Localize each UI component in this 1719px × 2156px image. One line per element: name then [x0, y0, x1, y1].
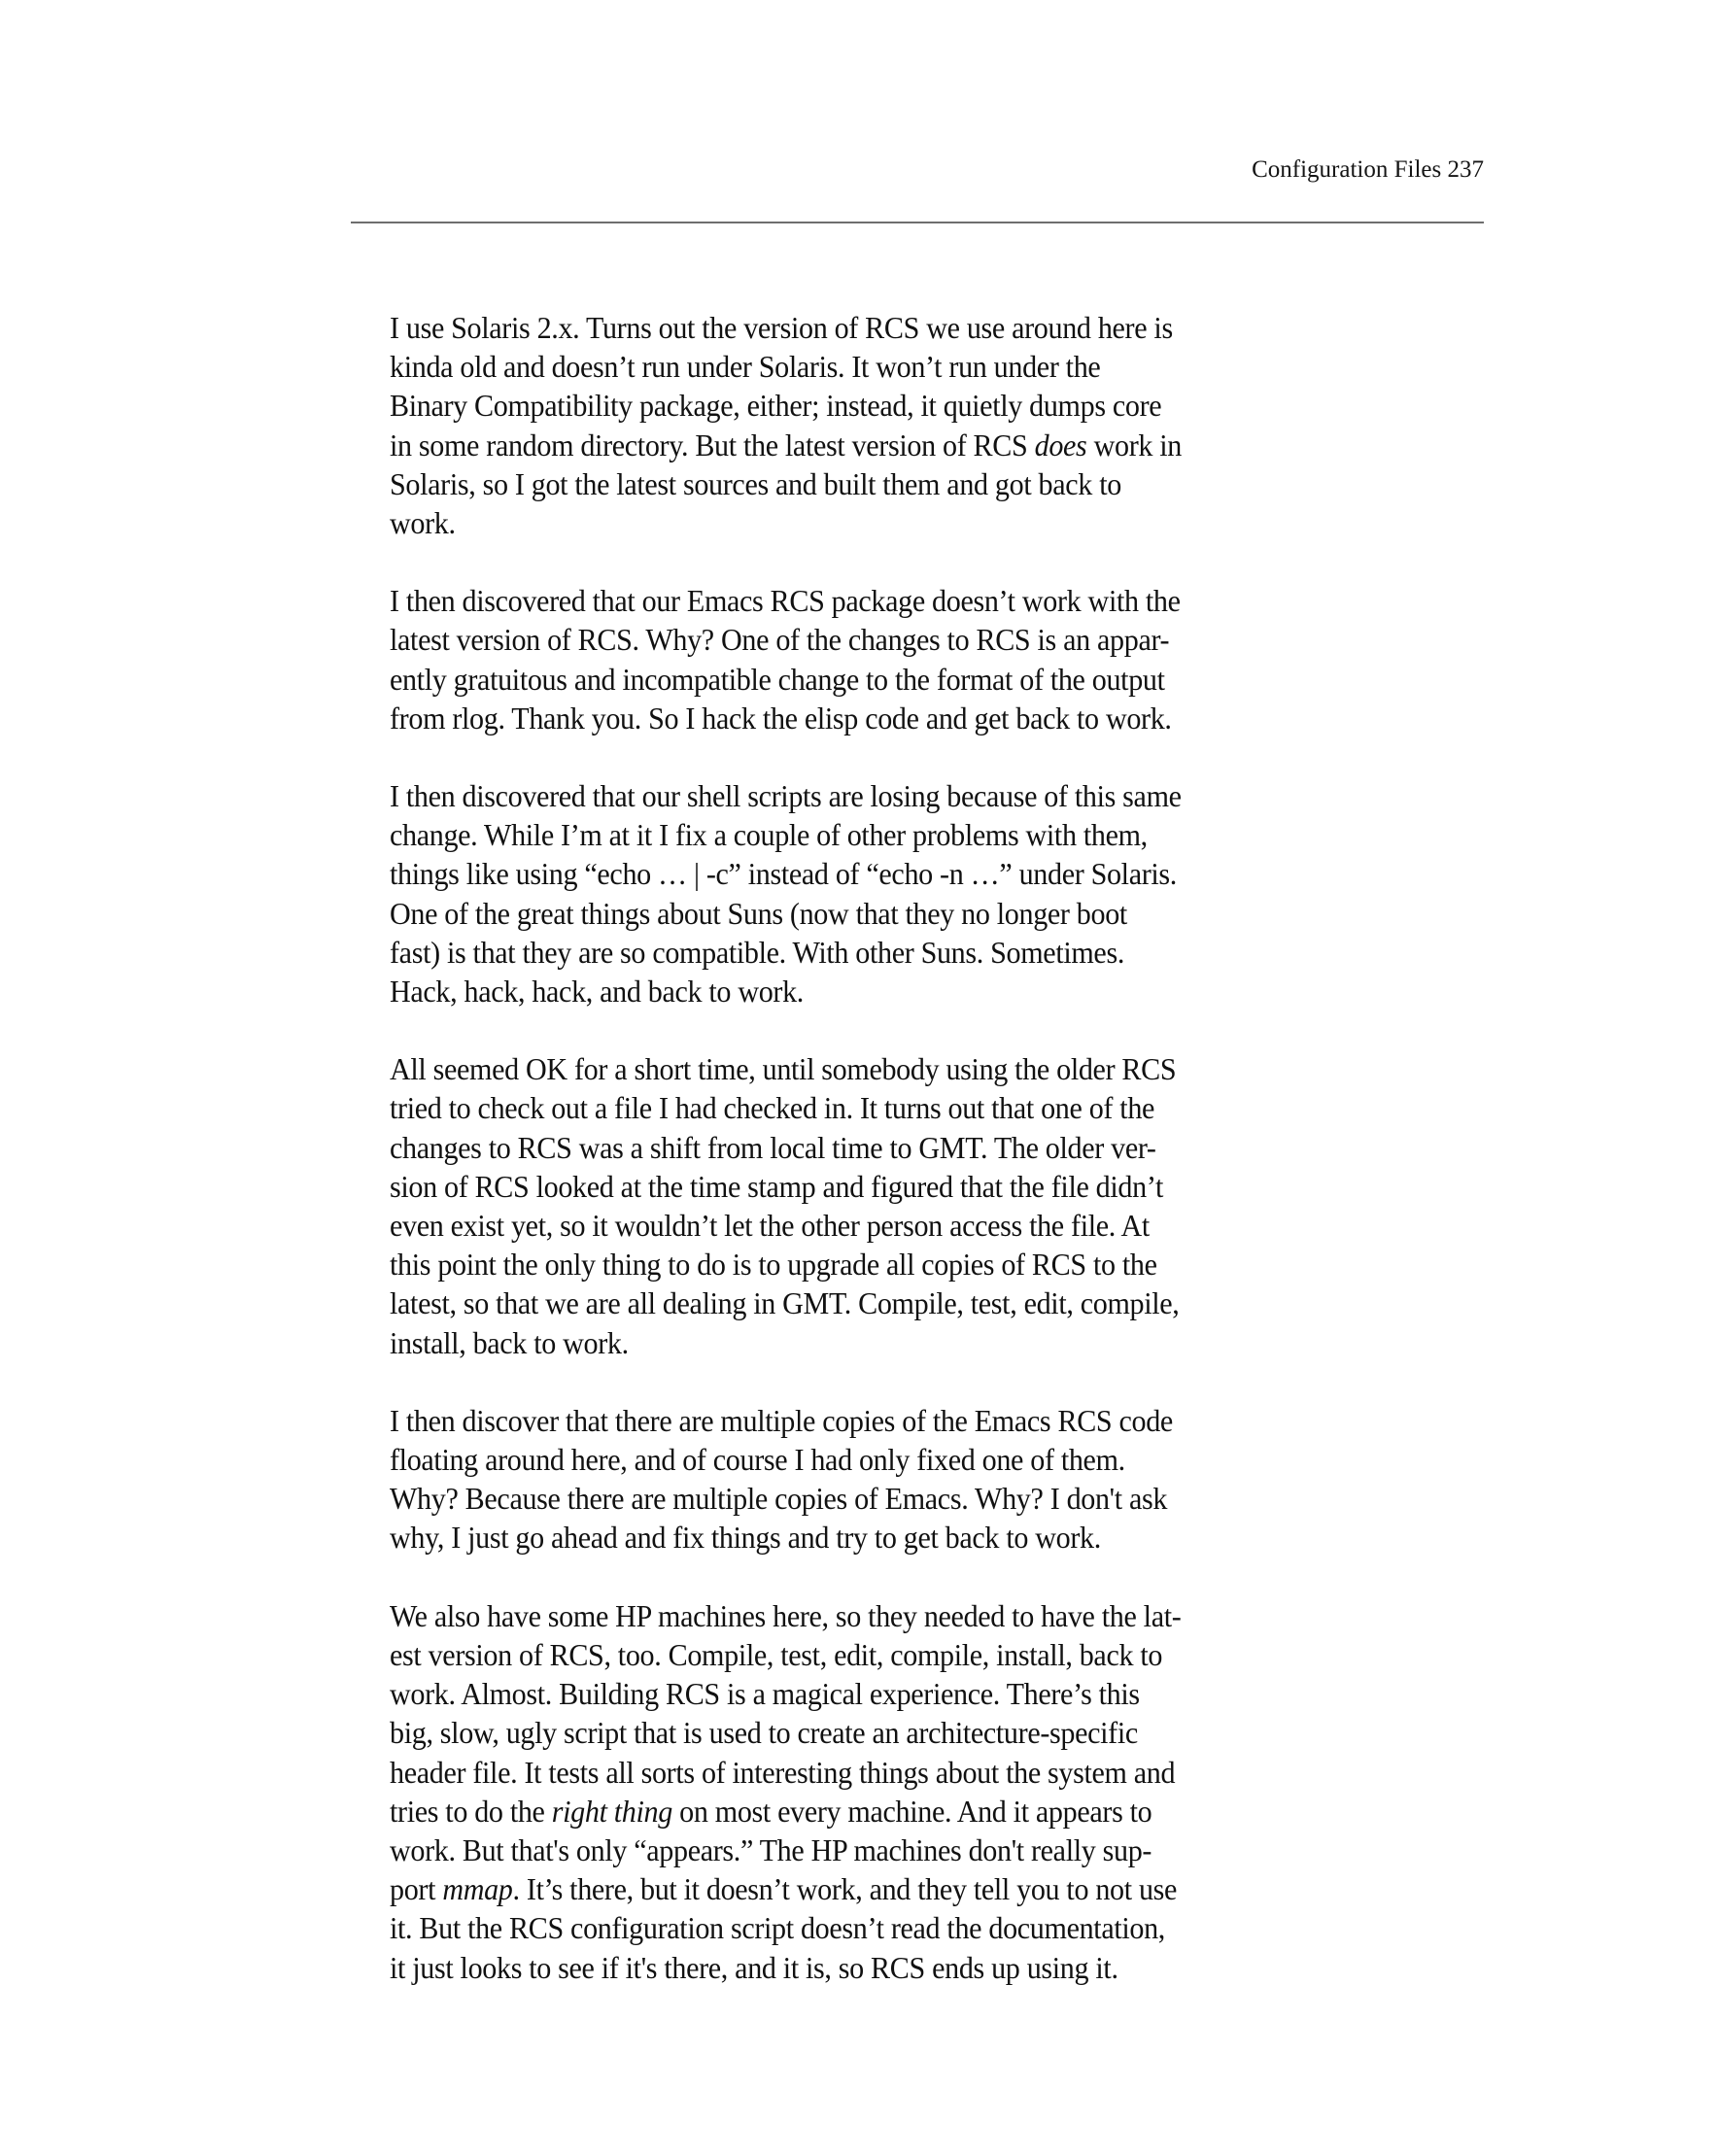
paragraph	[390, 1402, 1323, 1558]
paragraph	[390, 1597, 1323, 1988]
text-line: header file. It tests all sorts of interesting things about the system and	[390, 1755, 1176, 1790]
text-line: work.	[390, 506, 456, 541]
text-line: est version of RCS, too. Compile, test, edit, compile, install, back to	[390, 1637, 1163, 1672]
text-line: big, slow, ugly script that is used to create an architecture-specific	[390, 1716, 1138, 1751]
text-line: things like using “echo … | -c” instead of “echo -n …” under Solaris.	[390, 857, 1178, 892]
text-line: in some random directory. But the latest version of RCS does work in	[390, 428, 1183, 462]
header-rule	[351, 222, 1484, 223]
text-line: ently gratuitous and incompatible change to the format of the output	[390, 662, 1165, 697]
text-line: tried to check out a file I had checked in. It turns out that one of the	[390, 1091, 1155, 1126]
text-line: Solaris, so I got the latest sources and built them and got back to	[390, 466, 1121, 501]
text-line: install, back to work.	[390, 1325, 629, 1360]
text-line: latest, so that we are all dealing in GMT. Compile, test, edit, compile,	[390, 1286, 1180, 1321]
running-title: Configuration Files	[1252, 156, 1442, 183]
text-line: We also have some HP machines here, so they needed to have the lat-	[390, 1598, 1182, 1633]
text-line: port mmap. It’s there, but it doesn’t work, and they tell you to not use	[390, 1872, 1178, 1907]
text-line: tries to do the right thing on most every machine. And it appears to	[390, 1794, 1152, 1829]
text-line: fast) is that they are so compatible. With other Suns. Sometimes.	[390, 935, 1125, 970]
page-number: 237	[1447, 156, 1484, 183]
paragraph	[390, 777, 1323, 1011]
text-line: latest version of RCS. Why? One of the changes to RCS is an appar-	[390, 623, 1170, 658]
text-line: floating around here, and of course I had only fixed one of them.	[390, 1443, 1125, 1478]
text-line: this point the only thing to do is to upgrade all copies of RCS to the	[390, 1248, 1157, 1283]
text-line: I then discovered that our shell scripts are losing because of this same	[390, 779, 1182, 814]
emphasis: right thing	[551, 1794, 672, 1829]
text-line: I use Solaris 2.x. Turns out the version of RCS we use around here is	[390, 311, 1173, 345]
body-text	[390, 309, 1323, 2027]
text-line: changes to RCS was a shift from local time to GMT. The older ver-	[390, 1130, 1156, 1165]
paragraph	[390, 1050, 1323, 1363]
text-line: kinda old and doesn’t run under Solaris. It won’t run under the	[390, 350, 1101, 385]
text-line: change. While I’m at it I fix a couple of other problems with them,	[390, 818, 1148, 853]
text-line: why, I just go ahead and fix things and try to get back to work.	[390, 1521, 1101, 1556]
text-line: it. But the RCS configuration script doesn’t read the documentation,	[390, 1911, 1165, 1946]
text-line: Hack, hack, hack, and back to work.	[390, 975, 805, 1010]
emphasis: mmap	[442, 1872, 513, 1907]
emphasis: does	[1034, 428, 1087, 462]
text-line: Why? Because there are multiple copies of Emacs. Why? I don't ask	[390, 1482, 1168, 1517]
text-line: Binary Compatibility package, either; instead, it quietly dumps core	[390, 389, 1162, 424]
text-line: it just looks to see if it's there, and it is, so RCS ends up using it.	[390, 1950, 1118, 1985]
paragraph	[390, 582, 1323, 738]
text-line: from rlog. Thank you. So I hack the elisp code and get back to work.	[390, 701, 1172, 736]
text-line: work. But that's only “appears.” The HP machines don't really sup-	[390, 1832, 1152, 1867]
text-line: even exist yet, so it wouldn’t let the other person access the file. At	[390, 1209, 1150, 1244]
text-line: All seemed OK for a short time, until somebody using the older RCS	[390, 1052, 1177, 1087]
text-line: work. Almost. Building RCS is a magical experience. There’s this	[390, 1677, 1140, 1712]
text-line: I then discovered that our Emacs RCS package doesn’t work with the	[390, 584, 1181, 619]
text-line: One of the great things about Suns (now that they no longer boot	[390, 896, 1127, 931]
text-line: I then discover that there are multiple copies of the Emacs RCS code	[390, 1403, 1173, 1438]
paragraph	[390, 309, 1323, 543]
text-line: sion of RCS looked at the time stamp and figured that the file didn’t	[390, 1169, 1164, 1204]
running-head	[1252, 155, 1484, 185]
